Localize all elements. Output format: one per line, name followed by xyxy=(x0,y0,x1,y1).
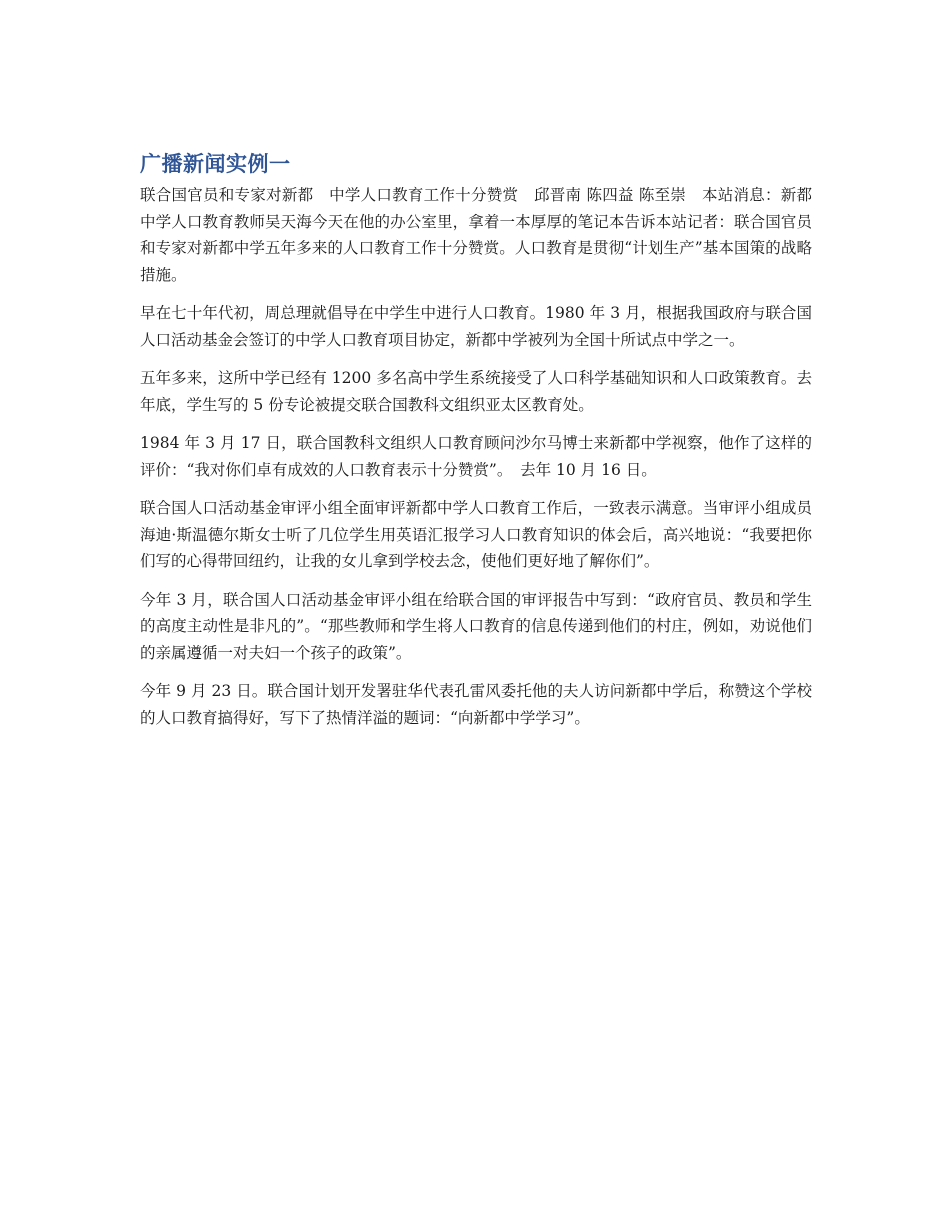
paragraph-7: 今年 9 月 23 日。联合国计划开发署驻华代表孔雷风委托他的夫人访问新都中学后，称赞这个学校的人口教育搞得好，写下了热情洋溢的题词：“向新都中学学习”。 xyxy=(140,682,812,727)
document-body xyxy=(140,150,812,743)
paragraph-3: 五年多来，这所中学已经有 1200 多名高中学生系统接受了人口科学基础知识和人口政策教育。去年底，学生写的 5 份专论被提交联合国教科文组织亚太区教育处。 xyxy=(140,369,812,414)
paragraph-6: 今年 3 月，联合国人口活动基金审评小组在给联合国的审评报告中写到：“政府官员、教员和学生的高度主动性是非凡的”。“那些教师和学生将人口教育的信息传递到他们的村庄，例如，劝说他们的亲属遵循一对夫妇一个孩子的政策”。 xyxy=(140,590,812,662)
document-title: 广播新闻实例一 xyxy=(140,152,291,176)
paragraph-2: 早在七十年代初，周总理就倡导在中学生中进行人口教育。1980 年 3 月，根据我国政府与联合国人口活动基金会签订的中学人口教育项目协定，新都中学被列为全国十所试点中学之一。 xyxy=(140,304,812,349)
paragraph-5: 联合国人口活动基金审评小组全面审评新都中学人口教育工作后，一致表示满意。当审评小组成员海迪·斯温德尔斯女士听了几位学生用英语汇报学习人口教育知识的体会后，高兴地说：“我要把你们写的心得带回纽约，让我的女儿拿到学校去念，使他们更好地了解你们”。 xyxy=(140,499,812,570)
paragraph-4: 1984 年 3 月 17 日，联合国教科文组织人口教育顾问沙尔马博士来新都中学视察，他作了这样的评价：“我对你们卓有成效的人口教育表示十分赞赏”。 去年 10 月 16 日。 xyxy=(140,434,812,479)
paragraph-1: 联合国官员和专家对新都 中学人口教育工作十分赞赏 邱晋南 陈四益 陈至崇 本站消息：新都中学人口教育教师吴天海今天在他的办公室里，拿着一本厚厚的笔记本告诉本站记者：联合国官员和专家对新都中学五年多来的人口教育工作十分赞赏。人口教育是贯彻“计划生产”基本国策的战略措施。 xyxy=(140,186,812,284)
